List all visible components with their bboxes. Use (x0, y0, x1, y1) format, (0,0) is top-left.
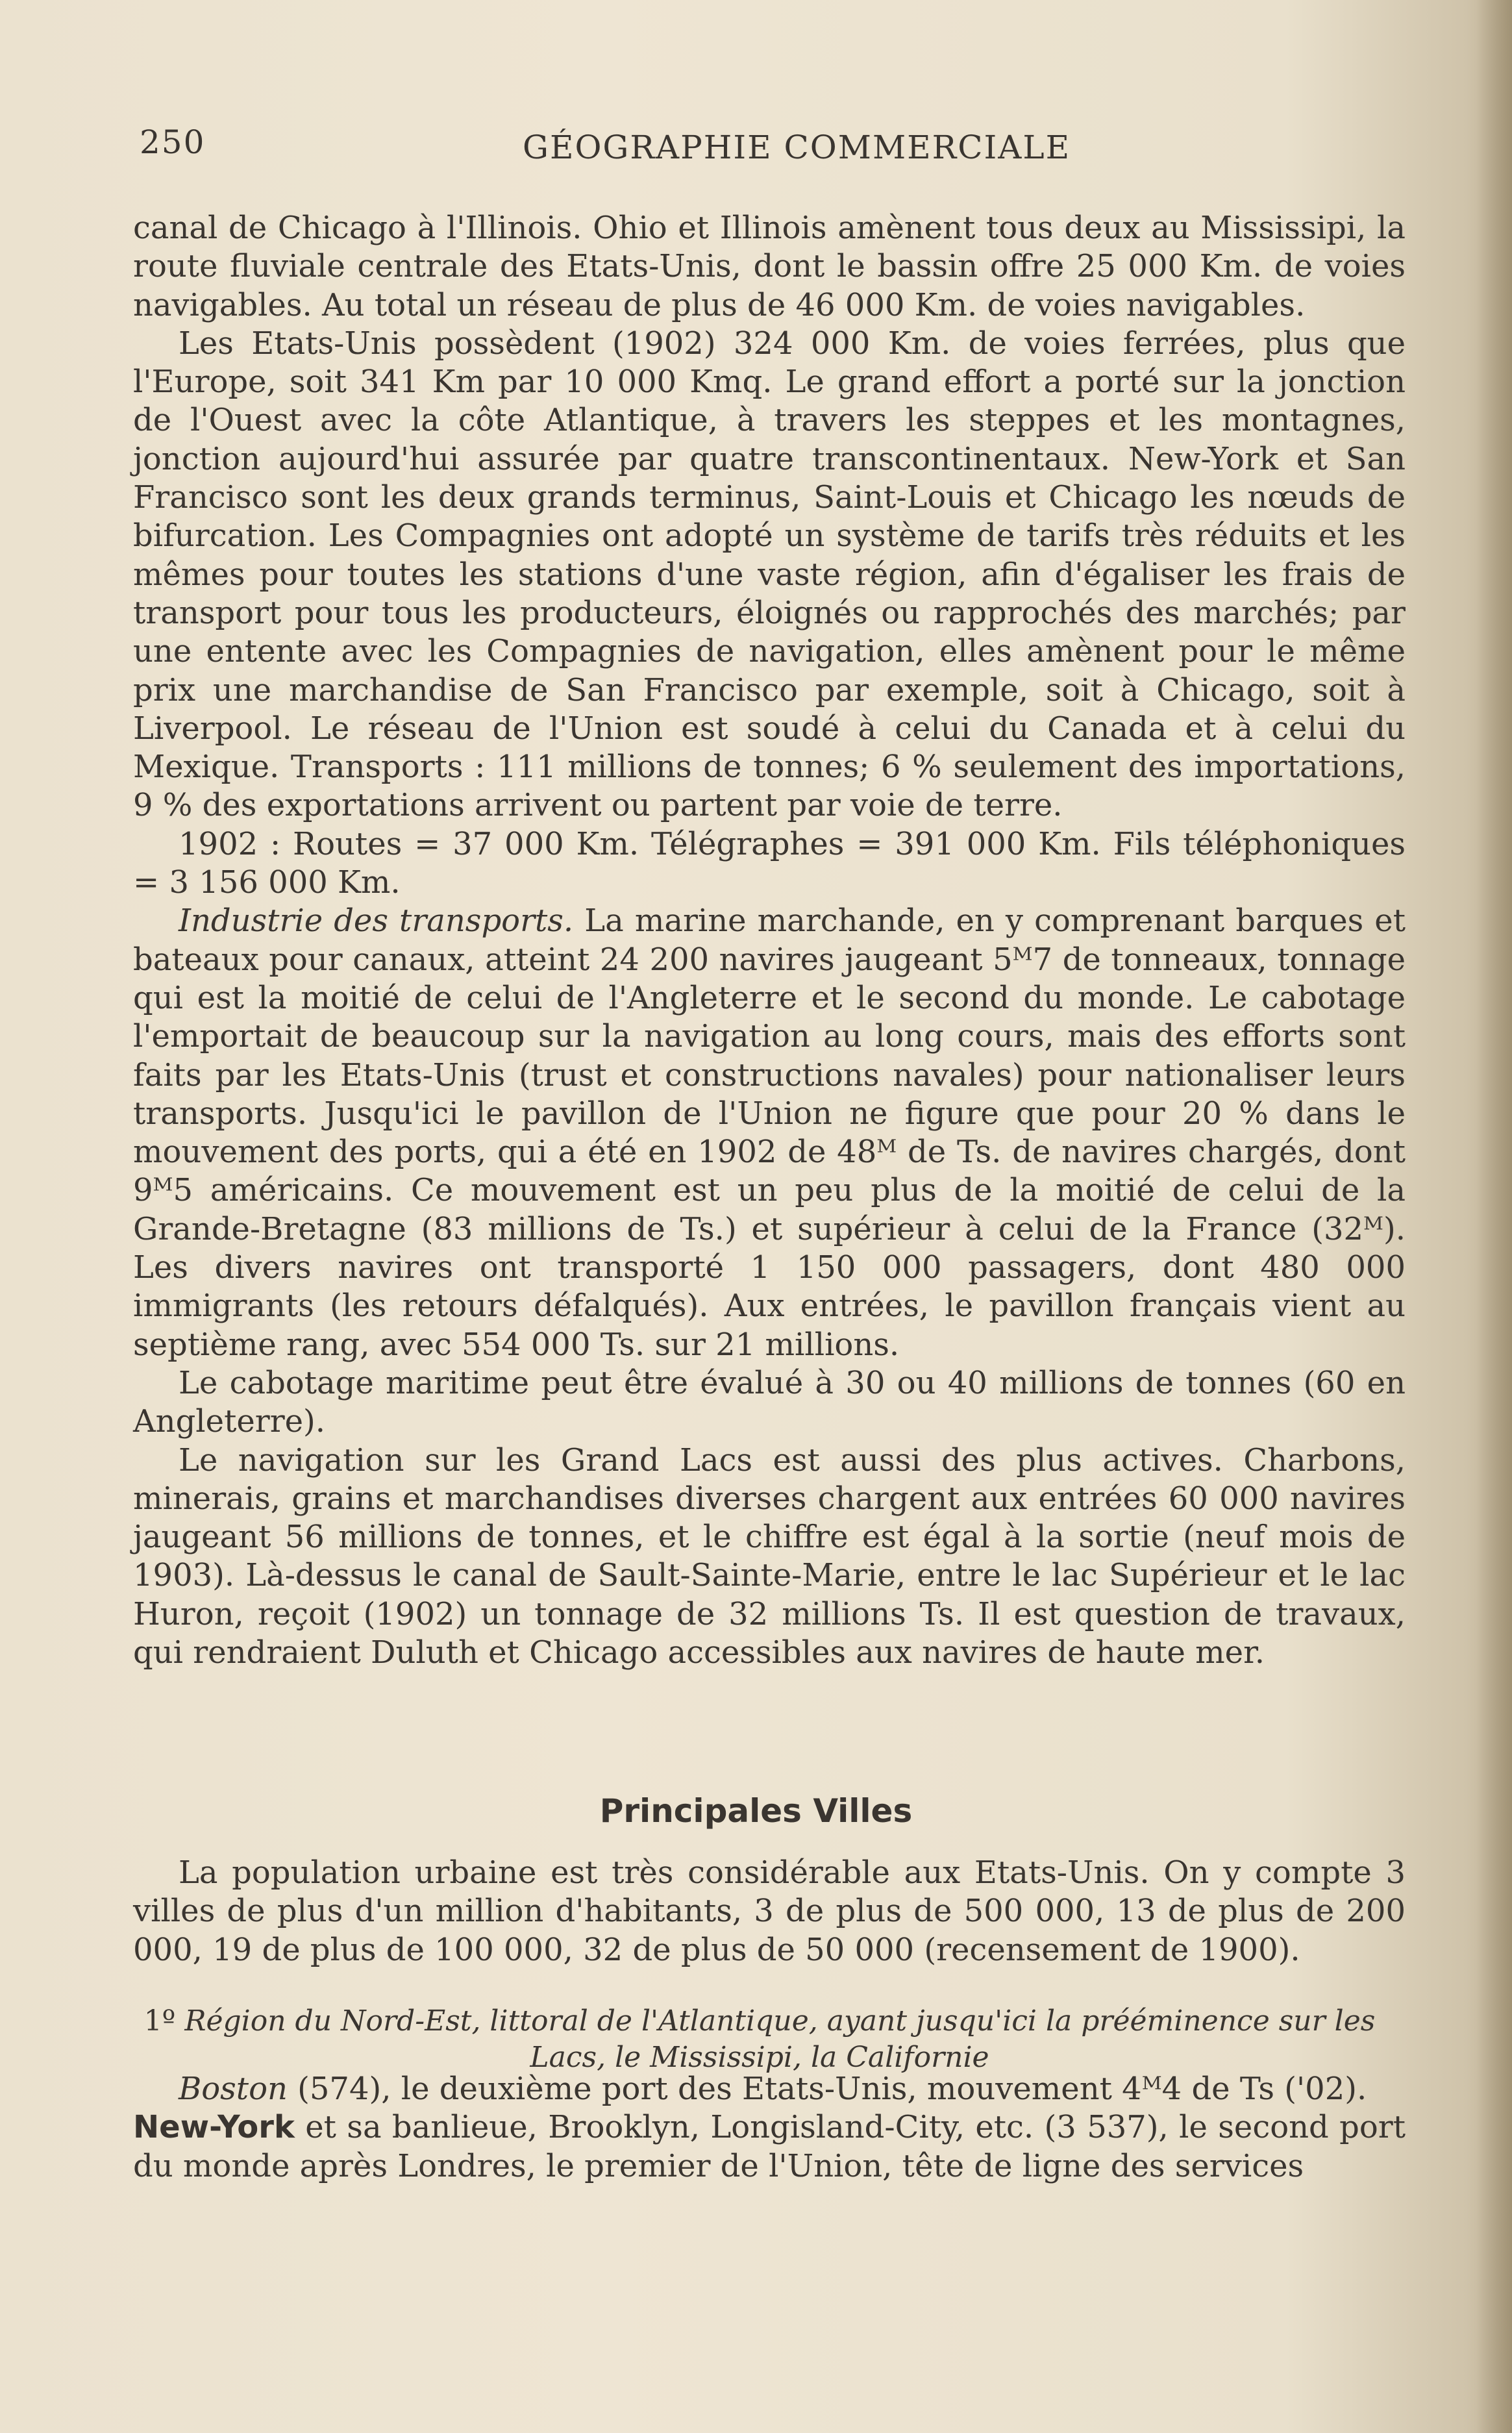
subsection-heading (110, 2003, 1409, 2076)
page-header (140, 123, 1317, 175)
paragraph-great-lakes: Le navigation sur les Grand Lacs est aussi des plus actives. Charbons, minerais, grains et marchandises diverses chargent aux entrées 60 000 navires jaugeant 56 millions de tonnes, et le chiffre est égal à la sortie (neuf mois de 1903). Là-dessus le canal de Sault-Sainte-Marie, entre le lac Supérieur et le lac Huron, reçoit (1902) un tonnage de 32 millions Ts. Il est question de travaux, qui rendraient Duluth et Chicago accessibles aux navires de haute mer. (133, 1441, 1406, 1671)
subsection-marker: 1º (143, 2004, 176, 2038)
section-intro-block (133, 1854, 1406, 1969)
paragraph-boston (133, 2070, 1406, 2108)
city-name-new-york: New-York (133, 2109, 295, 2146)
new-york-text: et sa banlieue, Brooklyn, Longisland-City, etc. (3 537), le second port du monde après Londres, le premier de l'Union, tête de ligne des services (133, 2109, 1406, 2184)
subsection-title: Région du Nord-Est, littoral de l'Atlantique, ayant jusqu'ici la prééminence sur les Lacs, le Mississipi, la Californie (184, 2004, 1376, 2074)
transport-industry-lead: Industrie des transports. (179, 903, 574, 940)
running-title: GÉOGRAPHIE COMMERCIALE (523, 129, 1071, 166)
paragraph-urban-population: La population urbaine est très considérable aux Etats-Unis. On y compte 3 villes de plus d'un million d'habitants, 3 de plus de 500 000, 13 de plus de 200 000, 19 de plus de 100 000, 32 de plus de 50 000 (recensement de 1900). (133, 1854, 1406, 1968)
paragraph-waterways: canal de Chicago à l'Illinois. Ohio et Illinois amènent tous deux au Mississipi, la route fluviale centrale des Etats-Unis, dont le bassin offre 25 000 Km. de voies navigables. Au total un réseau de plus de 46 000 Km. de voies navigables. (133, 210, 1406, 323)
paragraph-new-york (133, 2108, 1406, 2186)
boston-text: (574), le deuxième port des Etats-Unis, mouvement 4ᴹ4 de Ts ('02). (287, 2071, 1367, 2107)
paragraph-coastal-shipping: Le cabotage maritime peut être évalué à 30 ou 40 millions de tonnes (60 en Angleterre). (133, 1364, 1406, 1440)
transport-industry-text: La marine marchande, en y comprenant barques et bateaux pour canaux, atteint 24 200 navires jaugeant 5ᴹ7 de tonneaux, tonnage qui est la moitié de celui de l'Angleterre et le second du monde. Le cabotage l'emportait de beaucoup sur la navigation au long cours, mais des efforts sont faits par les Etats-Unis (trust et constructions navales) pour nationaliser leurs transports. Jusqu'ici le pavillon de l'Union ne figure que pour 20 % dans le mouvement des ports, qui a été en 1902 de 48ᴹ de Ts. de navires chargés, dont 9ᴹ5 américains. Ce mouvement est un peu plus de la moitié de celui de la Grande-Bretagne (83 millions de Ts.) et supérieur à celui de la France (32ᴹ). Les divers navires ont transporté 1 150 000 passagers, dont 480 000 immigrants (les retours défalqués). Aux entrées, le pavillon français vient au septième rang, avec 554 000 Ts. sur 21 millions. (133, 903, 1406, 1363)
paragraph-roads-telegraphs: 1902 : Routes = 37 000 Km. Télégraphes = 391 000 Km. Fils téléphoniques = 3 156 000 Km. (133, 825, 1406, 901)
page-number: 250 (140, 123, 206, 161)
paragraph-railways: Les Etats-Unis possèdent (1902) 324 000 Km. de voies ferrées, plus que l'Europe, soit 341 Km par 10 000 Kmq. Le grand effort a porté sur la jonction de l'Ouest avec la côte Atlantique, à travers les steppes et les montagnes, jonction aujourd'hui assurée par quatre transcontinentaux. New-York et San Francisco sont les deux grands terminus, Saint-Louis et Chicago les nœuds de bifurcation. Les Compagnies ont adopté un système de tarifs très réduits et les mêmes pour toutes les stations d'une vaste région, afin d'égaliser les frais de transport pour tous les producteurs, éloignés ou rapprochés des marchés; par une entente avec les Compagnies de navigation, elles amènent pour le même prix une marchandise de San Francisco par exemple, soit à Chicago, soit à Liverpool. Le réseau de l'Union est soudé à celui du Canada et à celui du Mexique. Transports : 111 millions de tonnes; 6 % seulement des importations, 9 % des exportations arrivent ou partent par voie de terre. (133, 325, 1406, 824)
city-name-boston: Boston (179, 2071, 288, 2107)
cities-block (133, 2070, 1406, 2186)
body-text (133, 209, 1406, 1672)
paragraph-transport-industry (133, 902, 1406, 1364)
section-heading: Principales Villes (599, 1792, 913, 1830)
page-edge-shadow (1476, 0, 1512, 2433)
